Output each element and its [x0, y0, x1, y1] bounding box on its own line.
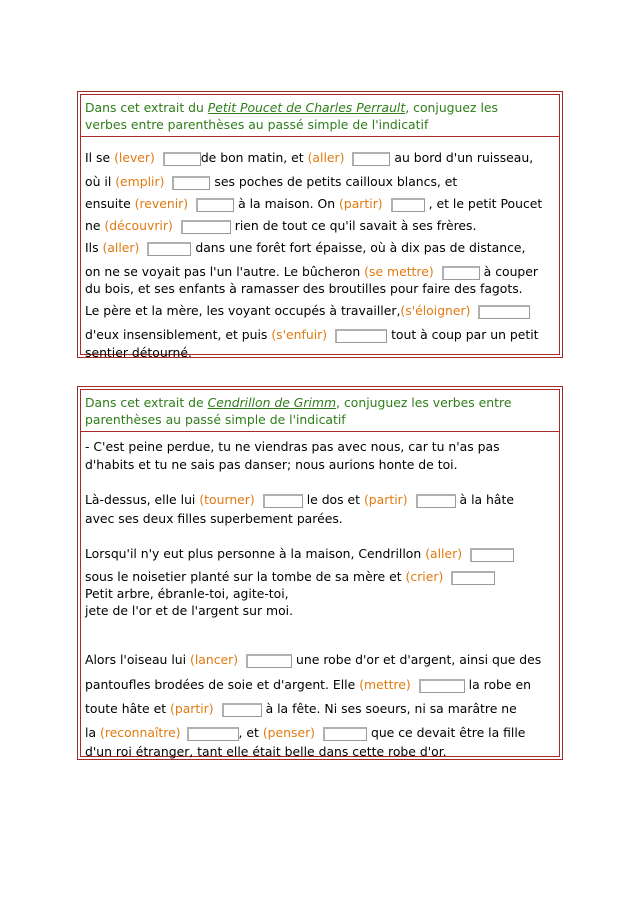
- text-line: Alors l'oiseau lui (lancer) une robe d'or et d'argent, ainsi que des: [85, 652, 542, 667]
- answer-blank[interactable]: [172, 176, 210, 190]
- text-line: Là-dessus, elle lui (tourner) le dos et (partir) à la hâte: [85, 492, 514, 507]
- answer-blank[interactable]: [478, 305, 530, 319]
- answer-blank[interactable]: [187, 727, 239, 741]
- answer-blank[interactable]: [451, 571, 495, 585]
- verb-hint: (s'éloigner): [400, 303, 471, 318]
- text-line: Lorsqu'il n'y eut plus personne à la maison, Cendrillon (aller): [85, 546, 514, 562]
- exercise-cendrillon: [77, 386, 563, 760]
- verb-hint: (lever): [114, 150, 155, 165]
- text-line: d'eux insensiblement, et puis (s'enfuir) tout à coup par un petit: [85, 327, 539, 342]
- verb-hint: (aller): [425, 546, 463, 561]
- verb-hint: (partir): [339, 196, 383, 211]
- text-line: la (reconnaître) , et (penser) que ce devait être la fille: [85, 725, 526, 740]
- text-line: sentier détourné.: [85, 345, 192, 360]
- verb-hint: (crier): [405, 569, 444, 584]
- verb-hint: (emplir): [115, 174, 165, 189]
- verb-hint: (aller): [102, 240, 140, 255]
- work-title: Petit Poucet de Charles Perrault: [207, 100, 406, 115]
- work-title: Cendrillon de Grimm: [207, 395, 337, 410]
- answer-blank[interactable]: [335, 329, 387, 343]
- text-line: - C'est peine perdue, tu ne viendras pas avec nous, car tu n'as pas: [85, 439, 500, 454]
- verb-hint: (tourner): [199, 492, 255, 507]
- text-line: Ils (aller) dans une forêt fort épaisse, où à dix pas de distance,: [85, 240, 526, 255]
- answer-blank[interactable]: [222, 703, 262, 717]
- text-line: Le père et la mère, les voyant occupés à travailler,(s'éloigner): [85, 303, 530, 319]
- answer-blank[interactable]: [246, 654, 292, 668]
- verb-hint: (revenir): [134, 196, 189, 211]
- verb-hint: (reconnaître): [99, 725, 181, 740]
- text-line: on ne se voyait pas l'un l'autre. Le bûcheron (se mettre) à couper: [85, 264, 539, 279]
- text-line: ne (découvrir) rien de tout ce qu'il savait à ses frères.: [85, 218, 477, 233]
- verb-hint: (partir): [363, 492, 408, 507]
- answer-blank[interactable]: [419, 679, 465, 693]
- answer-blank[interactable]: [442, 266, 480, 280]
- answer-blank[interactable]: [196, 198, 234, 212]
- text-line: du bois, et ses enfants à ramasser des broutilles pour faire des fagots.: [85, 281, 523, 296]
- verb-hint: (s'enfuir): [271, 327, 328, 342]
- text-line: d'habits et tu ne sais pas danser; nous aurions honte de toi.: [85, 457, 458, 472]
- answer-blank[interactable]: [352, 152, 390, 166]
- text-line: Il se (lever) de bon matin, et (aller) au bord d'un ruisseau,: [85, 150, 534, 165]
- text-line: avec ses deux filles superbement parées.: [85, 511, 343, 526]
- exercise-instruction: Dans cet extrait du Petit Poucet de Charles Perrault, conjuguez les verbes entre parenthèses au passé simple de l'indicatif: [81, 95, 559, 137]
- text-line: où il (emplir) ses poches de petits cailloux blancs, et: [85, 174, 458, 189]
- text-line: sous le noisetier planté sur la tombe de sa mère et (crier): [85, 569, 495, 585]
- answer-blank[interactable]: [147, 242, 191, 256]
- verb-hint: (mettre): [359, 677, 411, 692]
- verb-hint: (lancer): [190, 652, 239, 667]
- answer-blank[interactable]: [391, 198, 425, 212]
- verb-hint: (aller): [307, 150, 345, 165]
- verb-hint: (se mettre): [364, 264, 434, 279]
- answer-blank[interactable]: [181, 220, 231, 234]
- answer-blank[interactable]: [470, 548, 514, 562]
- text-line: ensuite (revenir) à la maison. On (partir) , et le petit Poucet: [85, 196, 543, 211]
- answer-blank[interactable]: [163, 152, 201, 166]
- text-line: toute hâte et (partir) à la fête. Ni ses soeurs, ni sa marâtre ne: [85, 701, 517, 716]
- text-line: pantoufles brodées de soie et d'argent. Elle (mettre) la robe en: [85, 677, 531, 692]
- answer-blank[interactable]: [416, 494, 456, 508]
- text-line: Petit arbre, ébranle-toi, agite-toi,: [85, 586, 289, 601]
- text-line: d'un roi étranger, tant elle était belle dans cette robe d'or.: [85, 744, 447, 759]
- answer-blank[interactable]: [263, 494, 303, 508]
- verb-hint: (partir): [170, 701, 214, 716]
- verb-hint: (penser): [262, 725, 315, 740]
- verb-hint: (découvrir): [104, 218, 173, 233]
- exercise-instruction: Dans cet extrait de Cendrillon de Grimm, conjuguez les verbes entre parenthèses au passé simple de l'indicatif: [81, 390, 559, 432]
- text-line: jete de l'or et de l'argent sur moi.: [85, 603, 294, 618]
- answer-blank[interactable]: [323, 727, 367, 741]
- exercise-petit-poucet: [77, 91, 563, 358]
